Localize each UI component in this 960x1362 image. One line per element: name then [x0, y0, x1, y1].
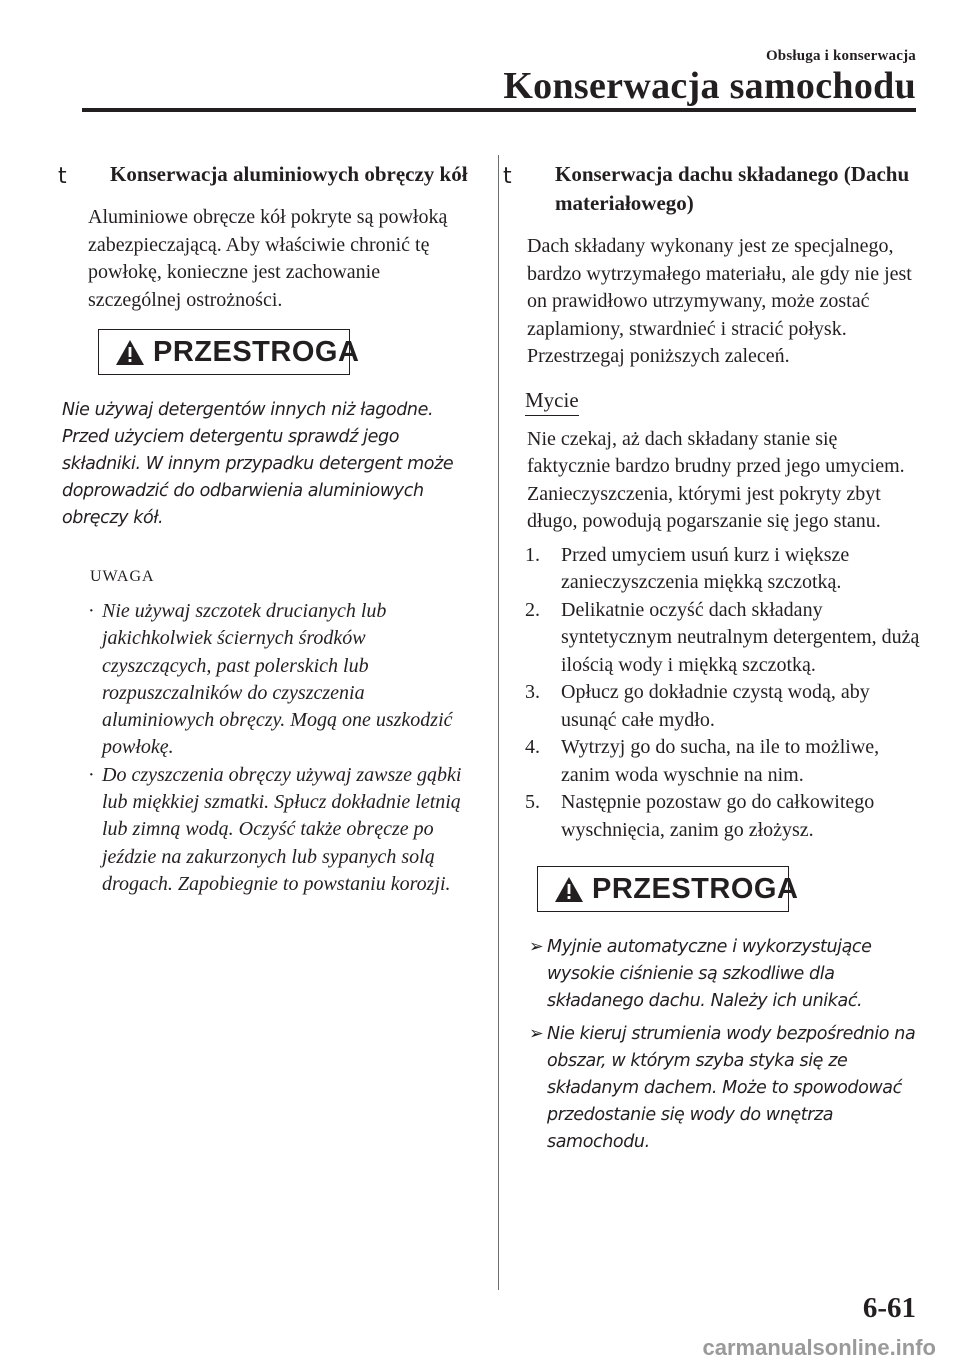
- intro-paragraph: Dach składany wykonany jest ze specjalnego, bardzo wytrzymałego materiału, ale gdy nie jest on prawidłowo utrzymywany, może zostać zaplamiony, stwardnieć i stracić połysk. Przestrzegaj poniższych zaleceń.: [527, 235, 912, 367]
- note-text: Nie używaj szczotek drucianych lub jakichkolwiek ściernych środków czyszczących, past polerskich lub rozpuszczalników do czyszczenia aluminiowych obręczy. Mogą one uszkodzić powłokę.: [102, 600, 453, 759]
- wash-intro-paragraph: Nie czekaj, aż dach składany stanie się faktycznie bardzo brudny przed jego umyciem. Zanieczyszczenia, którymi jest pokryty zbyt długo, powodują pogarszanie się jego stanu.: [527, 427, 905, 532]
- column-divider: [498, 155, 499, 1290]
- step-item: [503, 542, 923, 597]
- step-text: Przed umyciem usuń kurz i większe zanieczyszczenia miękką szczotką.: [561, 543, 850, 593]
- intro-paragraph: Aluminiowe obręcze kół pokryte są powłoką zabezpieczającą. Aby właściwie chronić tę powłokę, konieczne jest zachowanie szczególnej ostrożności.: [88, 206, 448, 311]
- step-number: 5.: [525, 791, 540, 813]
- step-text: Delikatnie oczyść dach składany syntetycznym neutralnym detergentem, dużą ilością wody i miękką szczotką.: [561, 598, 920, 676]
- step-item: [503, 789, 923, 844]
- warning-triangle-icon: [115, 339, 145, 366]
- note-item: [58, 762, 478, 898]
- step-item: [503, 679, 923, 734]
- header-section: Obsługa i konserwacja: [765, 48, 916, 64]
- step-text: Wytrzyj go do sucha, na ile to możliwe, zanim woda wyschnie na nim.: [561, 736, 880, 786]
- right-column: [503, 160, 923, 1162]
- page-title: Konserwacja samochodu: [503, 65, 916, 107]
- note-item: [58, 598, 478, 762]
- section-heading-roof: [503, 160, 923, 218]
- step-item: [503, 597, 923, 680]
- step-text: Opłucz go dokładnie czystą wodą, aby usunąć całe mydło.: [561, 681, 870, 731]
- arrow-bullet-icon: ➢: [529, 1024, 544, 1044]
- caution-item-text: Nie kieruj strumienia wody bezpośrednio na obszar, w którym szyba styka się ze składanym dachem. Może to spowodować przedostanie się wody do wnętrza samochodu.: [547, 1024, 916, 1152]
- step-number: 4.: [525, 736, 540, 758]
- heading-text: Konserwacja dachu składanego (Dachu materiałowego): [555, 162, 910, 215]
- arrow-bullet-icon: ➢: [529, 937, 544, 957]
- section-marker-icon: t: [503, 164, 512, 189]
- note-list: [58, 598, 478, 898]
- caution-item: [503, 934, 923, 1015]
- caution-text: Nie używaj detergentów innych niż łagodne. Przed użyciem detergentu sprawdź jego składniki. W innym przypadku detergent może doprowadzić do odbarwienia aluminiowych obręczy kół.: [62, 400, 454, 528]
- note-text: Do czyszczenia obręczy używaj zawsze gąbki lub miękkiej szmatki. Spłucz dokładnie letnią lub zimną wodą. Oczyść także obręcze po jeździe na zakurzonych lub sypanych solą drogach. Zapobiegnie to powstaniu korozji.: [102, 763, 462, 895]
- step-number: 2.: [525, 598, 540, 621]
- step-number: 1.: [525, 543, 540, 566]
- wash-steps: [503, 542, 923, 845]
- caution-label: PRZESTROGA: [153, 335, 360, 368]
- subheading-washing: Mycie: [525, 387, 579, 416]
- bullet-icon: ·: [88, 763, 95, 786]
- caution-label: PRZESTROGA: [592, 872, 799, 905]
- heading-text: Konserwacja aluminiowych obręczy kół: [110, 162, 468, 186]
- caution-item: [503, 1021, 923, 1156]
- warning-triangle-icon: [554, 876, 584, 903]
- page-number: 6-61: [862, 1292, 916, 1324]
- step-number: 3.: [525, 681, 540, 703]
- section-heading-wheels: [58, 160, 478, 189]
- caution-item-text: Myjnie automatyczne i wykorzystujące wysokie ciśnienie są szkodliwe dla składanego dachu. Należy ich unikać.: [547, 937, 872, 1011]
- step-text: Następnie pozostaw go do całkowitego wyschnięcia, zanim go złożysz.: [561, 791, 875, 841]
- bullet-icon: ·: [88, 600, 95, 622]
- caution-box: [537, 866, 799, 912]
- section-marker-icon: t: [58, 164, 67, 189]
- caution-list: [503, 934, 923, 1156]
- watermark: carmanualsonline.info: [702, 1335, 936, 1360]
- header-rule: [82, 108, 916, 112]
- left-column: [58, 160, 478, 898]
- note-title: UWAGA: [90, 568, 155, 585]
- caution-box: [98, 329, 360, 375]
- step-item: [503, 734, 923, 789]
